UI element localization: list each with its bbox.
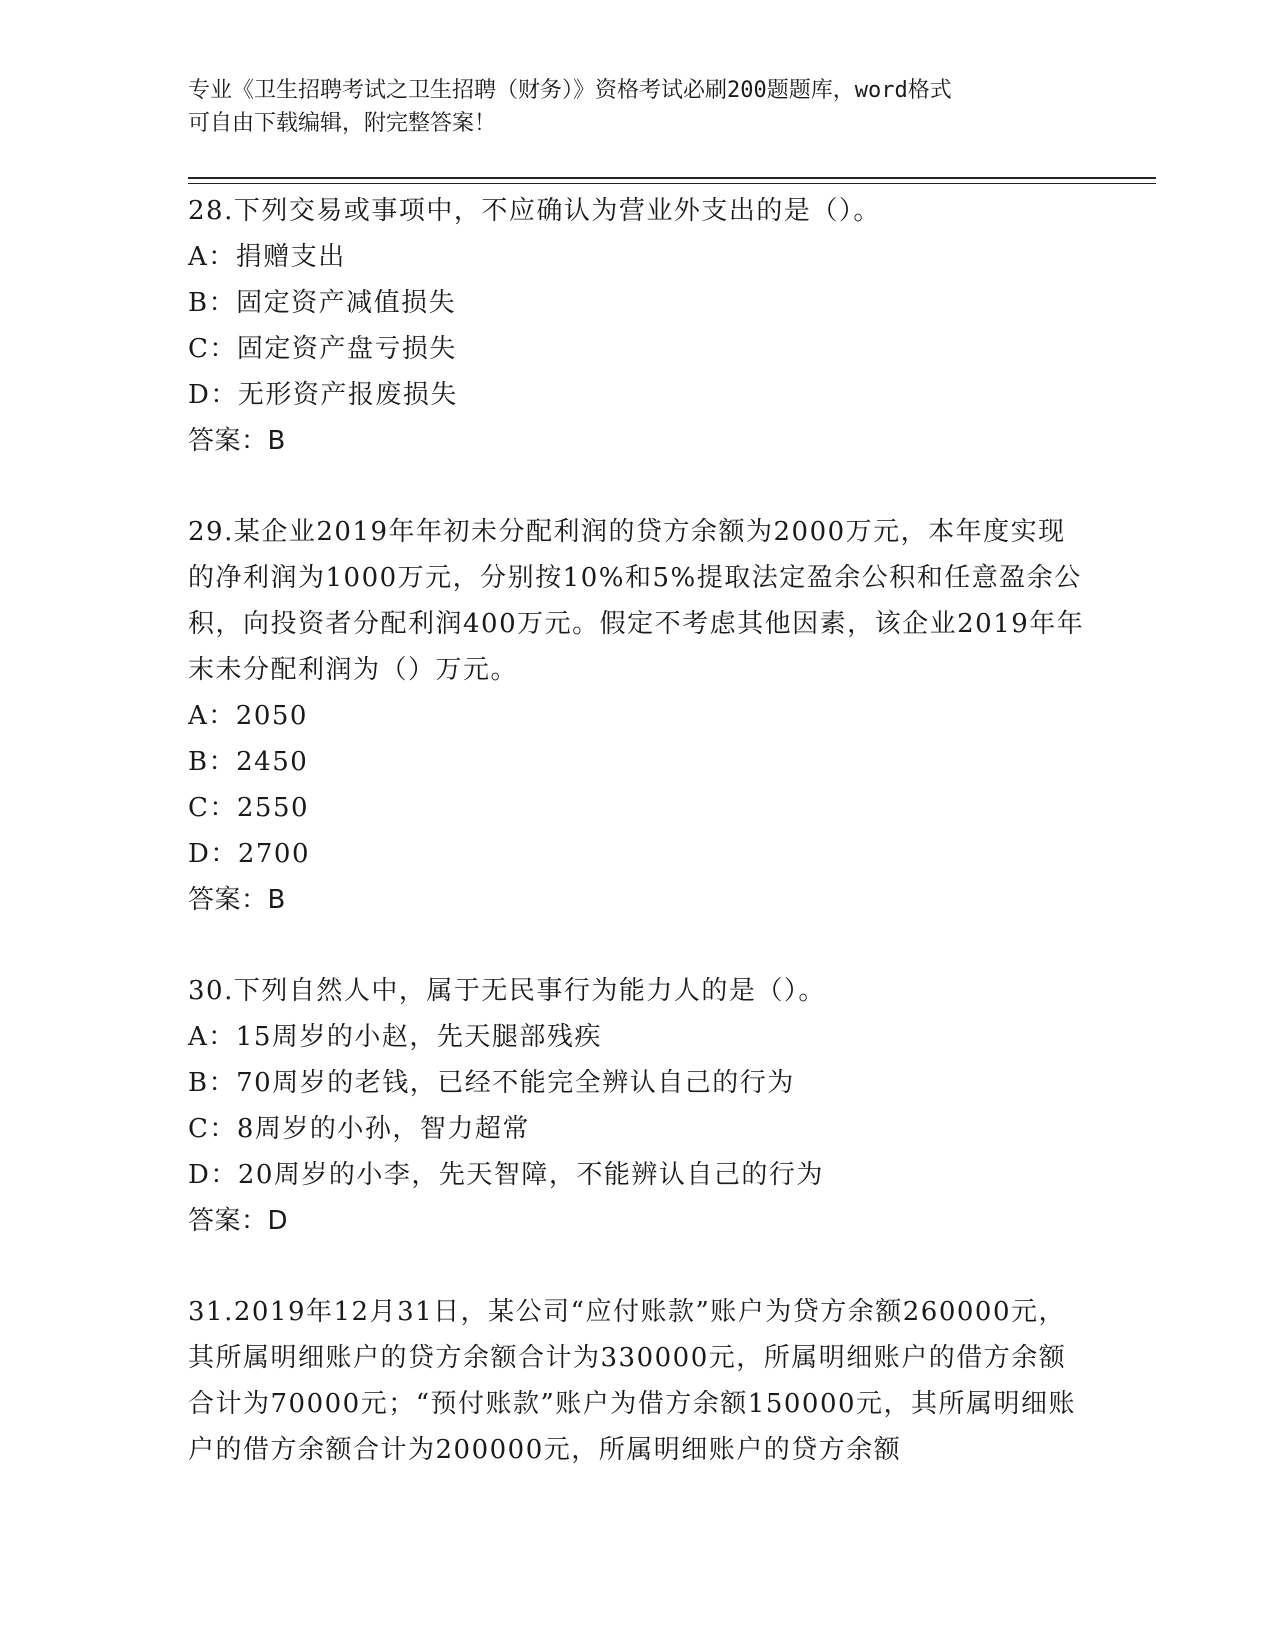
question-list [188,188,1088,1518]
option-d: D：2700 [188,839,311,869]
option-a: A：15周岁的小赵，先天腿部残疾 [188,1022,602,1052]
question-stem: 30.下列自然人中，属于无民事行为能力人的是（）。 [188,976,826,1006]
header-line-2: 可自由下载编辑，附完整答案！ [188,111,497,136]
header-divider-thick [188,177,1156,179]
option-c: C：固定资产盘亏损失 [188,334,457,364]
question-stem: 28.下列交易或事项中，不应确认为营业外支出的是（）。 [188,196,881,226]
answer-label: 答案：B [188,426,286,456]
document-header [188,74,1088,140]
question-28 [188,188,1088,464]
option-d: D：20周岁的小李，先天智障，不能辨认自己的行为 [188,1160,824,1190]
header-divider-thin [188,183,1156,184]
option-b: B：70周岁的老钱，已经不能完全辨认自己的行为 [188,1068,795,1098]
option-b: B：2450 [188,747,309,777]
option-a: A：捐赠支出 [188,242,346,272]
answer-label: 答案：B [188,885,286,915]
answer-label: 答案：D [188,1206,289,1236]
question-31 [188,1289,1088,1473]
question-29 [188,509,1088,923]
header-line-1: 专业《卫生招聘考试之卫生招聘（财务）》资格考试必刷200题题库，word格式 [188,78,952,103]
question-stem: 29.某企业2019年年初未分配利润的贷方余额为2000万元，本年度实现的净利润为1000万元，分别按10%和5%提取法定盈余公积和任意盈余公积，向投资者分配利润400万元。假定不考虑其他因素，该企业2019年年末未分配利润为（）万元。 [188,517,1085,685]
option-d: D：无形资产报废损失 [188,380,458,410]
option-c: C：2550 [188,793,310,823]
question-stem: 31.2019年12月31日，某公司“应付账款”账户为贷方余额260000元，其所属明细账户的贷方余额合计为330000元，所属明细账户的借方余额合计为70000元；“预付账款”账户为借方余额150000元，其所属明细账户的借方余额合计为200000元，所属明细账户的贷方余额 [188,1297,1077,1465]
option-c: C：8周岁的小孙，智力超常 [188,1114,530,1144]
question-30 [188,968,1088,1244]
option-a: A：2050 [188,701,308,731]
option-b: B：固定资产减值损失 [188,288,457,318]
